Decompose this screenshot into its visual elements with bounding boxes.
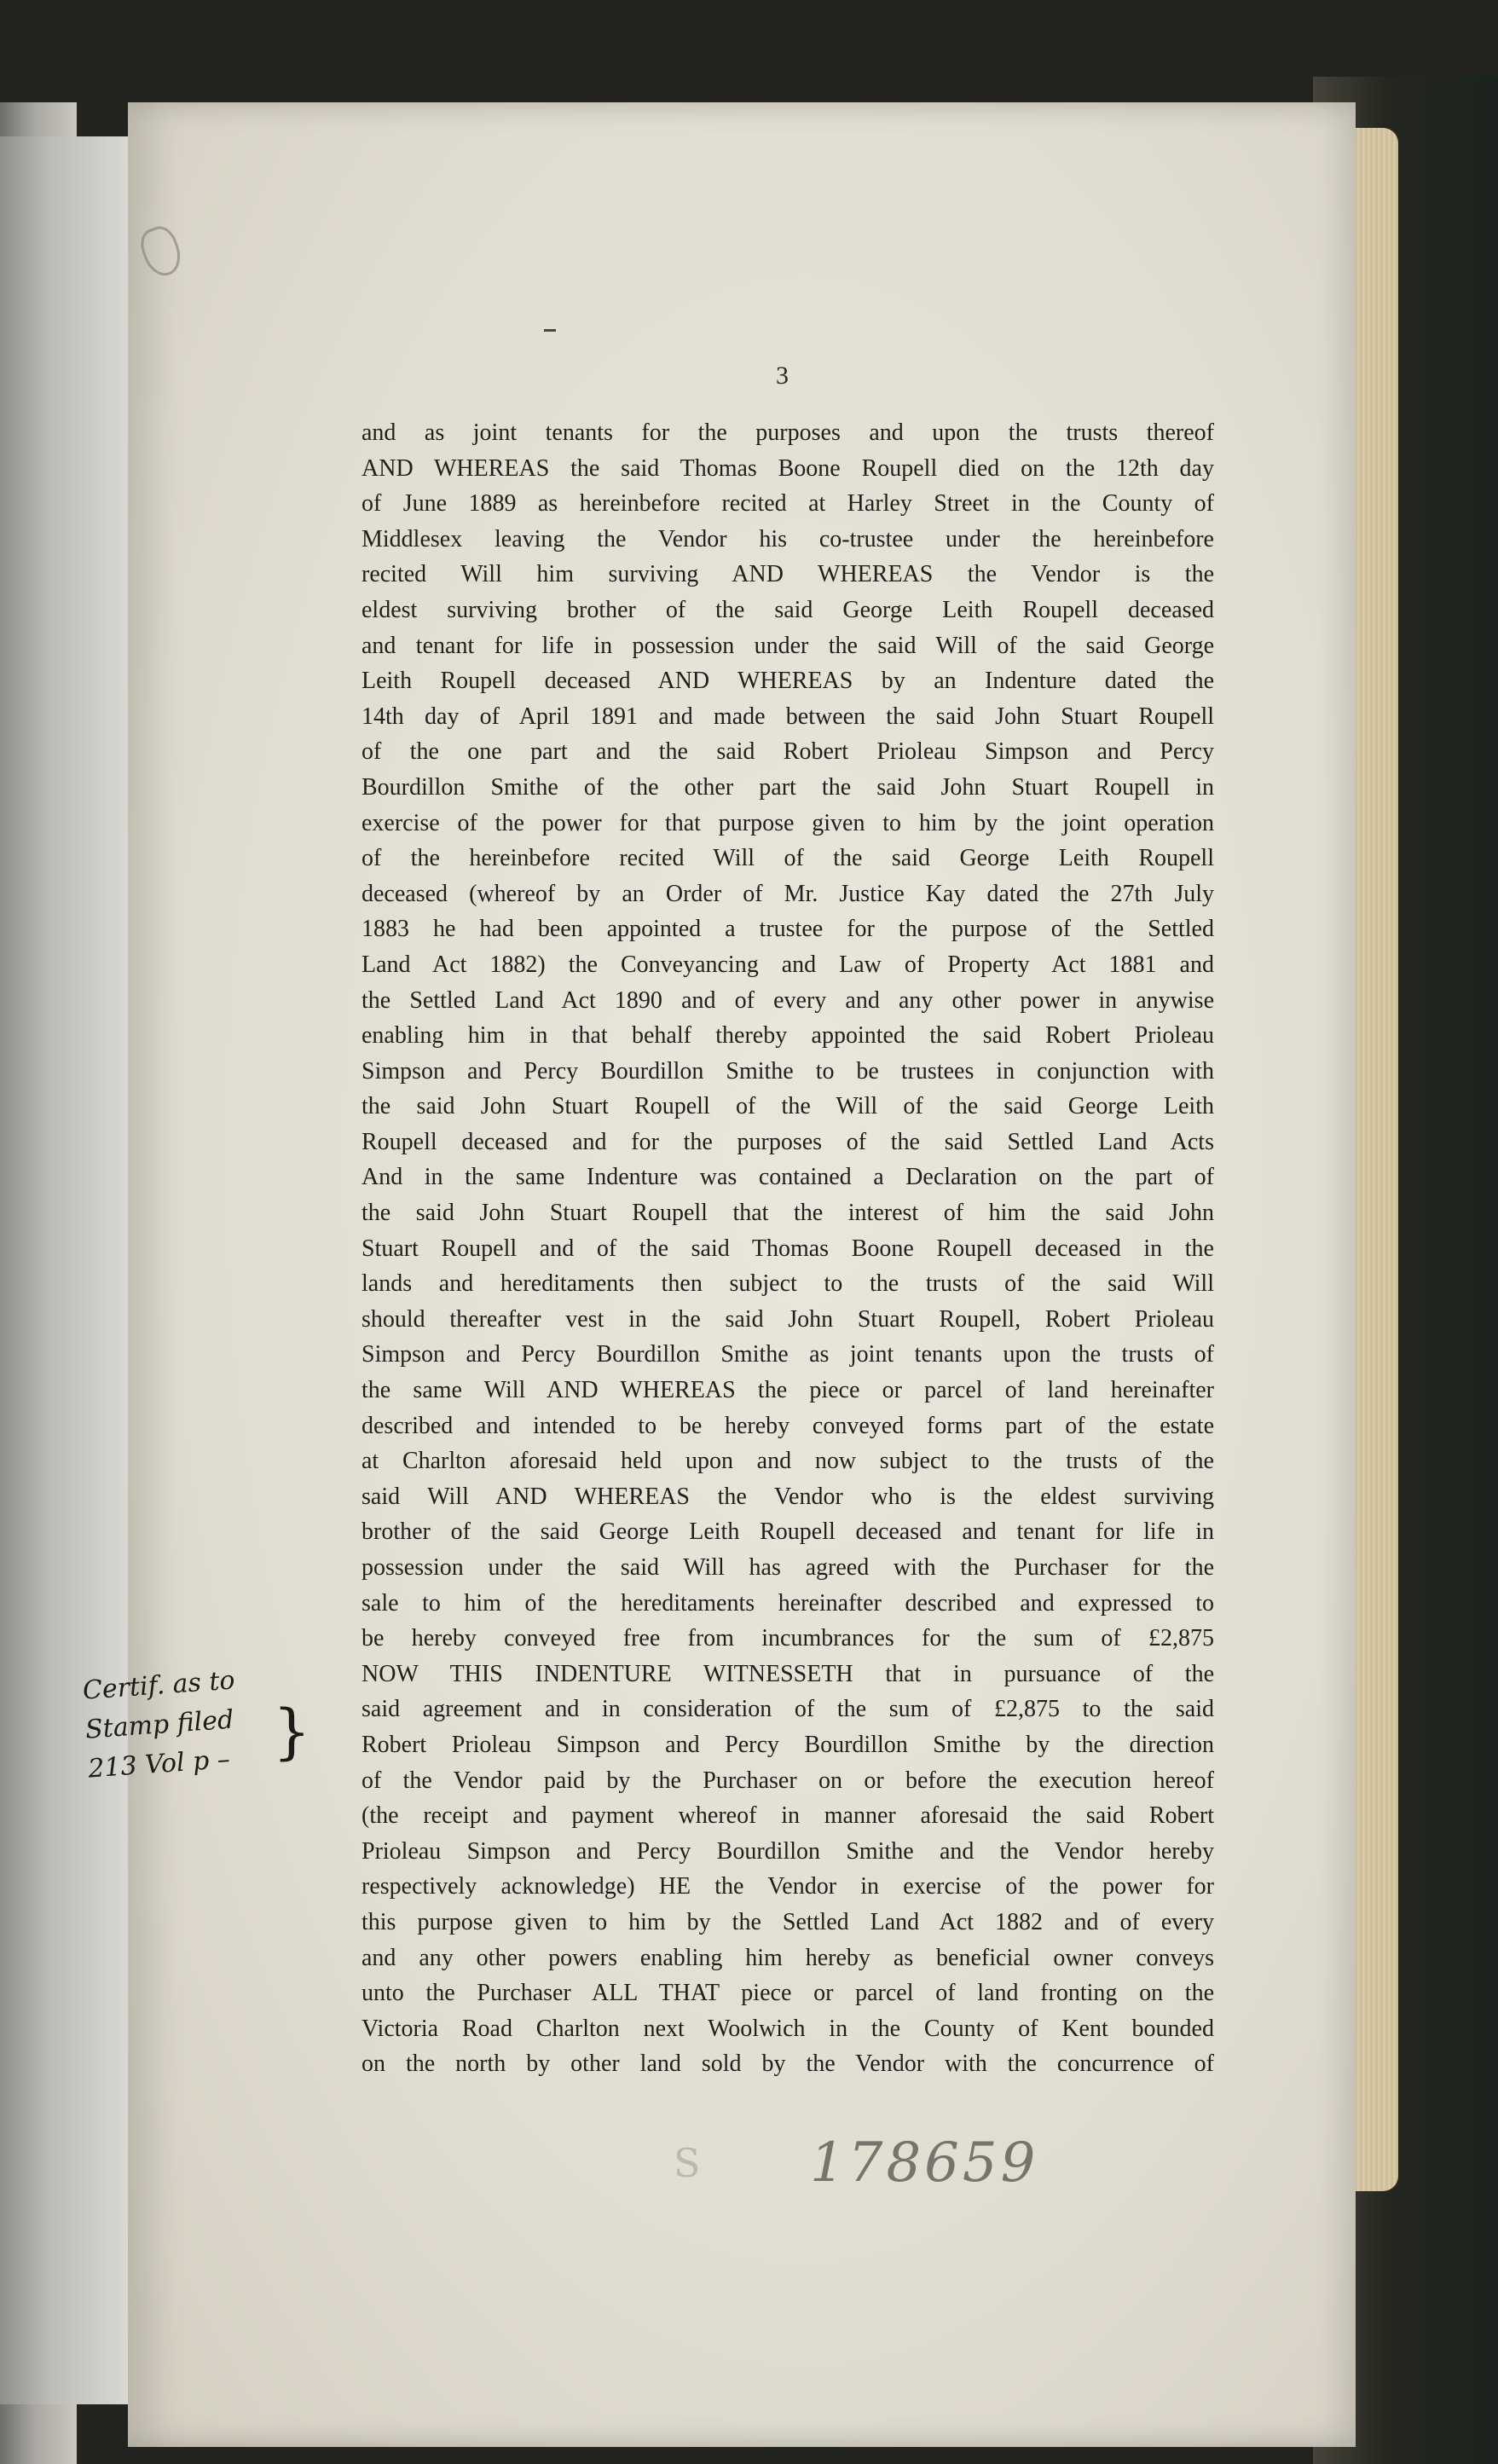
text-line: described and intended to be hereby conveyed forms part of the estate	[361, 1412, 1214, 1439]
text-line: Robert Prioleau Simpson and Percy Bourdillon Smithe by the direction	[361, 1731, 1214, 1758]
text-line: unto the Purchaser ALL THAT piece or parcel of land fronting on the	[361, 1980, 1214, 2007]
text-line: Leith Roupell deceased AND WHEREAS by an Indenture dated the	[361, 668, 1214, 695]
text-line: the said John Stuart Roupell of the Will of the said George Leith	[361, 1093, 1214, 1120]
text-line: of June 1889 as hereinbefore recited at Harley Street in the County of	[361, 490, 1214, 518]
indenture-text	[361, 415, 1214, 2082]
text-line: be hereby conveyed free from incumbrances for the sum of £2,875	[361, 1625, 1214, 1652]
text-line: brother of the said George Leith Roupell deceased and tenant for life in	[361, 1518, 1214, 1546]
text-line: sale to him of the hereditaments hereinafter described and expressed to	[361, 1589, 1214, 1617]
text-line: Bourdillon Smithe of the other part the said John Stuart Roupell in	[361, 773, 1214, 801]
text-line: possession under the said Will has agreed with the Purchaser for the	[361, 1554, 1214, 1581]
text-line: and as joint tenants for the purposes and upon the trusts thereof	[361, 419, 1214, 446]
text-line: of the Vendor paid by the Purchaser on or before the execution hereof	[361, 1767, 1214, 1794]
margin-note-line: Stamp filed	[84, 1704, 235, 1745]
text-line: this purpose given to him by the Settled Land Act 1882 and of every	[361, 1908, 1214, 1935]
text-line: the Settled Land Act 1890 and of every and any other power in anywise	[361, 986, 1214, 1014]
text-line: exercise of the power for that purpose given to him by the joint operation	[361, 809, 1214, 836]
text-line: Simpson and Percy Bourdillon Smithe to be trustees in conjunction with	[361, 1057, 1214, 1085]
text-line: (the receipt and payment whereof in manner aforesaid the said Robert	[361, 1802, 1214, 1830]
facing-page-edge	[0, 136, 128, 2404]
text-line: AND WHEREAS the said Thomas Boone Roupell died on the 12th day	[361, 454, 1214, 482]
text-line: should thereafter vest in the said John Stuart Roupell, Robert Prioleau	[361, 1305, 1214, 1333]
text-line: 1883 he had been appointed a trustee for the purpose of the Settled	[361, 916, 1214, 943]
text-line: recited Will him surviving AND WHEREAS the Vendor is the	[361, 561, 1214, 588]
text-line: eldest surviving brother of the said George Leith Roupell deceased	[361, 596, 1214, 623]
margin-note-line: Certif. as to	[81, 1665, 236, 1706]
text-line: at Charlton aforesaid held upon and now subject to the trusts of the	[361, 1448, 1214, 1475]
text-line: and any other powers enabling him hereby as beneficial owner conveys	[361, 1944, 1214, 1971]
text-line: the said John Stuart Roupell that the interest of him the said John	[361, 1200, 1214, 1227]
text-line: deceased (whereof by an Order of Mr. Justice Kay dated the 27th July	[361, 880, 1214, 907]
text-line: NOW THIS INDENTURE WITNESSETH that in pursuance of the	[361, 1660, 1214, 1687]
text-line: said Will AND WHEREAS the Vendor who is the eldest surviving	[361, 1483, 1214, 1510]
text-line: on the north by other land sold by the Vendor with the concurrence of	[361, 2050, 1214, 2078]
margin-brace: }	[273, 1697, 311, 1767]
text-line: Stuart Roupell and of the said Thomas Boone Roupell deceased in the	[361, 1235, 1214, 1262]
margin-note-line: 213 Vol p –	[87, 1744, 231, 1784]
text-line: the same Will AND WHEREAS the piece or parcel of land hereinafter	[361, 1377, 1214, 1404]
handwritten-stock-number: 178659	[810, 2131, 1039, 2195]
page-number: 3	[776, 362, 789, 390]
text-line: and tenant for life in possession under the said Will of the said George	[361, 632, 1214, 659]
text-line: Simpson and Percy Bourdillon Smithe as joint tenants upon the trusts of	[361, 1341, 1214, 1368]
text-line: enabling him in that behalf thereby appointed the said Robert Prioleau	[361, 1022, 1214, 1050]
text-line: said agreement and in consideration of the sum of £2,875 to the said	[361, 1696, 1214, 1723]
text-line: Victoria Road Charlton next Woolwich in the County of Kent bounded	[361, 2015, 1214, 2042]
text-line: Land Act 1882) the Conveyancing and Law of Property Act 1881 and	[361, 951, 1214, 978]
text-line: And in the same Indenture was contained a Declaration on the part of	[361, 1164, 1214, 1191]
text-line: respectively acknowledge) HE the Vendor in exercise of the power for	[361, 1873, 1214, 1900]
stamp-letter: S	[674, 2140, 701, 2186]
printer-mark	[544, 329, 556, 332]
text-line: Middlesex leaving the Vendor his co-trustee under the hereinbefore	[361, 525, 1214, 552]
text-line: Prioleau Simpson and Percy Bourdillon Smithe and the Vendor hereby	[361, 1837, 1214, 1865]
text-line: 14th day of April 1891 and made between the said John Stuart Roupell	[361, 703, 1214, 730]
text-line: lands and hereditaments then subject to the trusts of the said Will	[361, 1270, 1214, 1298]
text-line: Roupell deceased and for the purposes of the said Settled Land Acts	[361, 1128, 1214, 1155]
text-line: of the hereinbefore recited Will of the said George Leith Roupell	[361, 845, 1214, 872]
text-line: of the one part and the said Robert Prioleau Simpson and Percy	[361, 738, 1214, 766]
handwritten-margin-note	[81, 1657, 302, 1789]
